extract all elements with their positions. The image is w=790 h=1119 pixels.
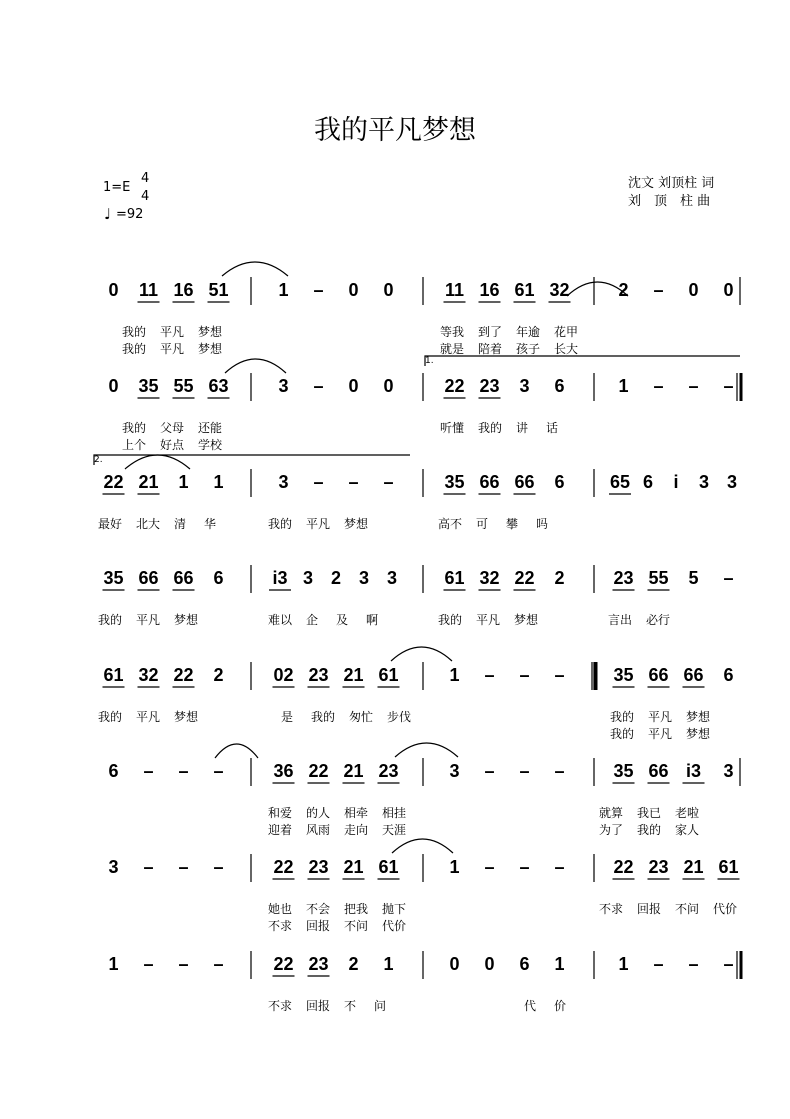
lyric-syllable: 天涯: [382, 823, 407, 837]
note: 3: [698, 472, 709, 492]
lyric-syllable: 梦想: [174, 613, 199, 627]
note: 23: [378, 761, 399, 781]
lyric-syllable: 相挂: [382, 806, 407, 820]
note: –: [554, 665, 565, 685]
note: 1: [108, 954, 119, 974]
note: –: [213, 954, 224, 974]
lyric-syllable: 话: [546, 421, 559, 435]
lyric-syllable: 言出: [608, 613, 633, 627]
note: 61: [378, 665, 399, 685]
note: 55: [173, 376, 194, 396]
lyric-syllable: 孩子: [516, 342, 541, 356]
lyric-syllable: 是: [281, 710, 294, 724]
note: –: [484, 665, 495, 685]
note: –: [313, 376, 324, 396]
note: 35: [138, 376, 159, 396]
lyric-syllable: 回报: [306, 999, 331, 1013]
note: –: [723, 376, 734, 396]
note: 6: [642, 472, 653, 492]
note: 3: [278, 376, 289, 396]
lyric-syllable: 平凡: [160, 342, 185, 356]
lyric-syllable: 就是: [440, 342, 465, 356]
note: –: [313, 280, 324, 300]
note: –: [519, 665, 530, 685]
note: 36: [273, 761, 294, 781]
note: 32: [479, 568, 500, 588]
lyric-syllable: 就算: [599, 806, 624, 820]
lyric-syllable: 还能: [198, 421, 223, 435]
note: 11: [138, 280, 159, 300]
quarter-note-icon: ♩: [104, 205, 112, 223]
lyric-syllable: 平凡: [476, 613, 501, 627]
note: 66: [648, 761, 669, 781]
note: 6: [108, 761, 119, 781]
note: 35: [444, 472, 465, 492]
note: 3: [726, 472, 737, 492]
time-signature-top: 4: [141, 171, 150, 186]
note: –: [383, 472, 394, 492]
note: 11: [444, 280, 465, 300]
lyric-syllable: 我的: [637, 823, 662, 837]
lyric-syllable: 和爱: [268, 806, 293, 820]
note: –: [688, 376, 699, 396]
lyric-syllable: 我的: [122, 342, 147, 356]
lyric-syllable: 听懂: [440, 421, 465, 435]
note: –: [723, 568, 734, 588]
note: 66: [138, 568, 159, 588]
note: 22: [613, 857, 634, 877]
note: 3: [723, 761, 734, 781]
volta-bracket-second: [94, 455, 410, 465]
note: 23: [479, 376, 500, 396]
lyric-syllable: 必行: [646, 613, 671, 627]
note: 51: [208, 280, 229, 300]
note: 2: [330, 568, 341, 588]
lyric-syllable: 清: [174, 517, 187, 531]
lyric-syllable: 梦想: [686, 710, 711, 724]
lyric-syllable: 我的: [610, 710, 635, 724]
note: 0: [449, 954, 460, 974]
lyric-syllable: 攀: [506, 517, 519, 531]
note: 21: [343, 761, 364, 781]
note: 1: [554, 954, 565, 974]
lyric-syllable: 梦想: [198, 342, 223, 356]
note: 63: [208, 376, 229, 396]
lyric-syllable: 为了: [599, 823, 624, 837]
note: 6: [519, 954, 530, 974]
note: 16: [173, 280, 194, 300]
note: 21: [343, 665, 364, 685]
lyric-syllable: 我的: [268, 517, 293, 531]
lyric-syllable: 平凡: [648, 710, 673, 724]
lyric-syllable: 梦想: [514, 613, 539, 627]
note: 23: [308, 665, 329, 685]
lyric-syllable: 代: [524, 999, 537, 1013]
note: 3: [302, 568, 313, 588]
note: 3: [358, 568, 369, 588]
note: 3: [449, 761, 460, 781]
lyric-syllable: 迎着: [268, 823, 293, 837]
note: 55: [648, 568, 669, 588]
lyric-syllable: 企: [306, 613, 319, 627]
note: 1: [178, 472, 189, 492]
note: 35: [613, 761, 634, 781]
note: 1: [449, 857, 460, 877]
note: 5: [688, 568, 699, 588]
score-title: 我的平凡梦想: [314, 115, 476, 146]
note: 22: [273, 857, 294, 877]
note: 1: [618, 954, 629, 974]
note: –: [213, 857, 224, 877]
note: 3: [519, 376, 530, 396]
note: 35: [103, 568, 124, 588]
slur-arc: [222, 262, 288, 276]
lyric-syllable: 风雨: [306, 823, 331, 837]
note: i3: [272, 568, 288, 588]
note: –: [653, 376, 664, 396]
note: –: [143, 761, 154, 781]
slur-arc: [392, 839, 453, 853]
lyric-syllable: 问: [374, 999, 387, 1013]
note: –: [554, 761, 565, 781]
note: 66: [173, 568, 194, 588]
lyric-syllable: 梦想: [198, 325, 223, 339]
lyric-syllable: 我的: [98, 613, 123, 627]
note: 21: [343, 857, 364, 877]
note: –: [484, 761, 495, 781]
note: 61: [718, 857, 739, 877]
note: 2: [618, 280, 629, 300]
lyric-syllable: 不问: [344, 919, 369, 933]
lyric-syllable: 陪着: [478, 342, 503, 356]
lyric-syllable: 抛下: [382, 902, 407, 916]
lyric-syllable: 梦想: [174, 710, 199, 724]
lyric-syllable: 代价: [382, 919, 407, 933]
volta-bracket-first: [425, 356, 740, 366]
note: 2: [554, 568, 565, 588]
lyric-syllable: 我的: [478, 421, 503, 435]
note: 0: [484, 954, 495, 974]
lyric-syllable: 上个: [122, 438, 147, 452]
note: –: [178, 954, 189, 974]
note: –: [519, 761, 530, 781]
note: 66: [683, 665, 704, 685]
note: 35: [613, 665, 634, 685]
note: 1: [383, 954, 394, 974]
note: 61: [378, 857, 399, 877]
note: 6: [213, 568, 224, 588]
note: i: [673, 472, 679, 492]
lyric-syllable: 到了: [478, 325, 503, 339]
note: 1: [278, 280, 289, 300]
note: 22: [444, 376, 465, 396]
lyric-syllable: 家人: [675, 823, 700, 837]
note: 16: [479, 280, 500, 300]
key-signature: 1=E: [103, 180, 131, 195]
note: 66: [514, 472, 535, 492]
lyric-syllable: 相牵: [344, 806, 369, 820]
note: 1: [449, 665, 460, 685]
lyric-syllable: 平凡: [136, 710, 161, 724]
note: –: [313, 472, 324, 492]
lyric-syllable: 等我: [440, 325, 465, 339]
note: –: [519, 857, 530, 877]
lyric-syllable: 平凡: [136, 613, 161, 627]
note: 23: [308, 857, 329, 877]
lyric-syllable: 我的: [122, 325, 147, 339]
lyric-syllable: 我已: [637, 806, 662, 820]
note: –: [653, 280, 664, 300]
slur-arc: [125, 455, 190, 469]
note: –: [723, 954, 734, 974]
slur-arc: [391, 647, 452, 661]
lyric-syllable: 价: [554, 999, 567, 1013]
note: 23: [308, 954, 329, 974]
note: 61: [444, 568, 465, 588]
note: 3: [386, 568, 397, 588]
note: 22: [173, 665, 194, 685]
lyric-syllable: 代价: [713, 902, 738, 916]
note: 0: [383, 280, 394, 300]
note: 0: [348, 280, 359, 300]
lyric-syllable: 我的: [610, 727, 635, 741]
note: 1: [213, 472, 224, 492]
note: 22: [273, 954, 294, 974]
note: 23: [648, 857, 669, 877]
note: –: [348, 472, 359, 492]
lyric-syllable: 的人: [306, 806, 331, 820]
lyric-syllable: 父母: [160, 421, 185, 435]
lyric-syllable: 最好: [98, 517, 123, 531]
note: 22: [308, 761, 329, 781]
lyric-syllable: 我的: [122, 421, 147, 435]
note: –: [554, 857, 565, 877]
note: –: [688, 954, 699, 974]
note: 0: [688, 280, 699, 300]
note: 6: [723, 665, 734, 685]
note: 23: [613, 568, 634, 588]
lyric-syllable: 吗: [536, 517, 549, 531]
lyric-syllable: 学校: [198, 438, 223, 452]
lyric-syllable: 我的: [438, 613, 463, 627]
note: 3: [278, 472, 289, 492]
lyric-syllable: 老啦: [675, 806, 700, 820]
note: 0: [348, 376, 359, 396]
note: i3: [685, 761, 701, 781]
lyric-syllable: 梦想: [686, 727, 711, 741]
note: –: [653, 954, 664, 974]
lyric-syllable: 可: [476, 517, 489, 531]
lyric-syllable: 讲: [516, 421, 529, 435]
lyric-syllable: 平凡: [160, 325, 185, 339]
lyric-syllable: 平凡: [306, 517, 331, 531]
lyric-syllable: 不: [344, 999, 357, 1013]
note: 32: [549, 280, 570, 300]
lyric-syllable: 啊: [366, 613, 379, 627]
note: 21: [683, 857, 704, 877]
volta-second-label: 2.: [94, 455, 103, 465]
volta-first-label: 1.: [425, 356, 434, 366]
lyric-syllable: 不求: [599, 902, 624, 916]
lyric-syllable: 不求: [268, 999, 293, 1013]
note: 0: [108, 280, 119, 300]
note: 02: [273, 665, 294, 685]
lyricist-credit: 沈文 刘顶柱 词: [628, 176, 715, 191]
note: 66: [479, 472, 500, 492]
note: –: [143, 857, 154, 877]
lyric-syllable: 不问: [675, 902, 700, 916]
slur-arc: [395, 743, 458, 757]
note: –: [484, 857, 495, 877]
lyric-syllable: 不求: [268, 919, 293, 933]
lyric-syllable: 华: [204, 517, 217, 531]
note: 22: [103, 472, 124, 492]
note: 0: [723, 280, 734, 300]
note: –: [178, 857, 189, 877]
note: 0: [383, 376, 394, 396]
note: 61: [514, 280, 535, 300]
lyric-syllable: 我的: [98, 710, 123, 724]
note: 2: [348, 954, 359, 974]
lyric-syllable: 她也: [268, 902, 293, 916]
note: 2: [213, 665, 224, 685]
lyric-syllable: 回报: [306, 919, 331, 933]
note: 6: [554, 472, 565, 492]
note: 66: [648, 665, 669, 685]
time-signature-bottom: 4: [141, 189, 150, 204]
note: 1: [618, 376, 629, 396]
lyric-syllable: 梦想: [344, 517, 369, 531]
note: 3: [108, 857, 119, 877]
note: –: [213, 761, 224, 781]
note: 61: [103, 665, 124, 685]
lyric-syllable: 长大: [554, 342, 579, 356]
note: 22: [514, 568, 535, 588]
lyric-syllable: 花甲: [554, 325, 579, 339]
note: 65: [609, 472, 631, 492]
tempo-marking: =92: [116, 207, 144, 222]
note: 21: [138, 472, 159, 492]
note: 6: [554, 376, 565, 396]
lyric-syllable: 难以: [268, 613, 293, 627]
lyric-syllable: 及: [336, 613, 349, 627]
note: –: [143, 954, 154, 974]
lyric-syllable: 年逾: [516, 325, 541, 339]
lyric-syllable: 把我: [344, 902, 369, 916]
lyric-syllable: 步伐: [387, 710, 412, 724]
slur-arc: [225, 359, 286, 373]
lyric-syllable: 高不: [438, 517, 463, 531]
lyric-syllable: 我的: [311, 710, 336, 724]
lyric-syllable: 平凡: [648, 727, 673, 741]
note: 32: [138, 665, 159, 685]
lyric-syllable: 好点: [160, 438, 185, 452]
slur-arc: [215, 744, 258, 758]
lyric-syllable: 不会: [306, 902, 331, 916]
lyric-syllable: 回报: [637, 902, 662, 916]
lyric-syllable: 匆忙: [349, 710, 374, 724]
composer-credit: 刘 顶 柱 曲: [628, 194, 711, 209]
note: –: [178, 761, 189, 781]
note: 0: [108, 376, 119, 396]
lyric-syllable: 走向: [344, 823, 369, 837]
lyric-syllable: 北大: [136, 517, 161, 531]
